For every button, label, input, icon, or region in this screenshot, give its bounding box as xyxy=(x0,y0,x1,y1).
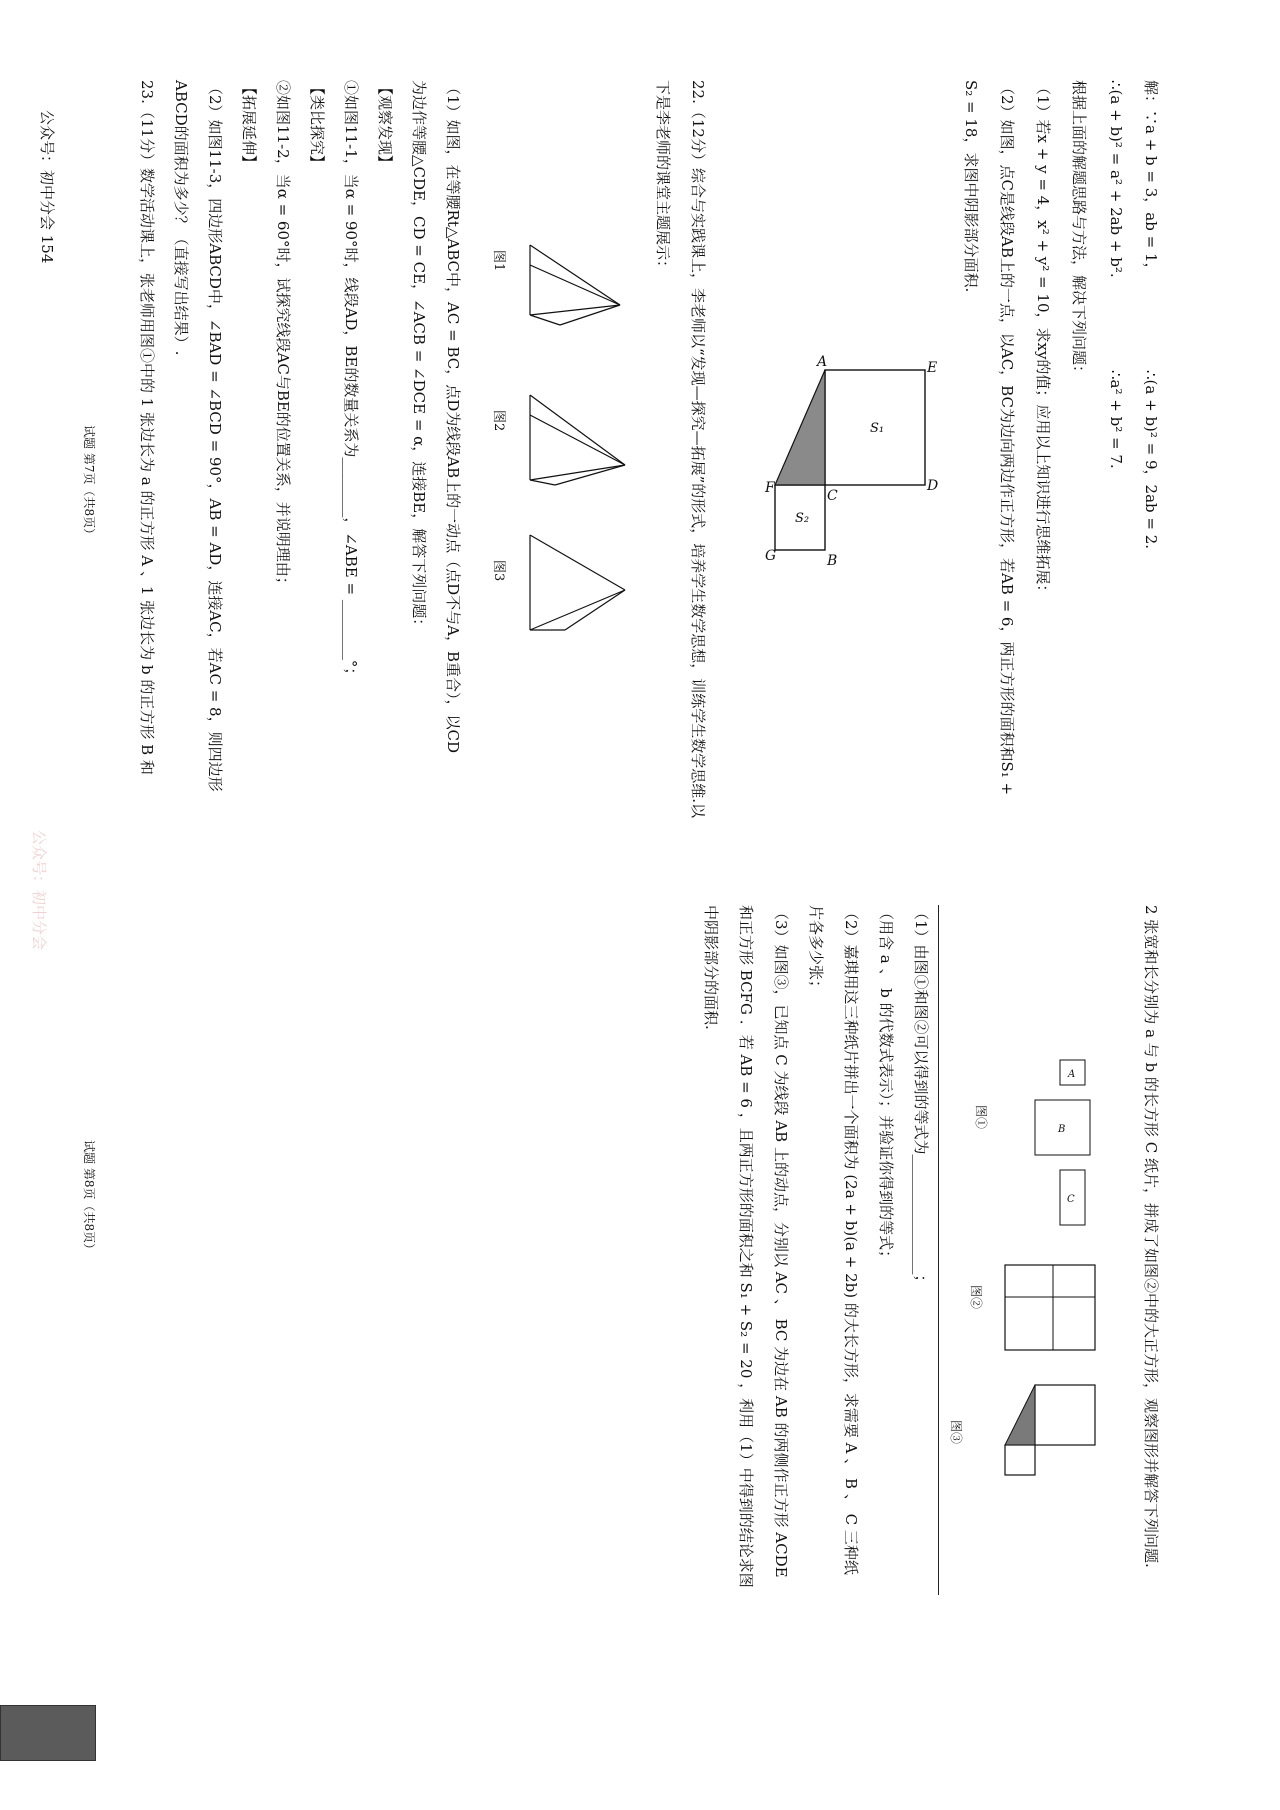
right-line-6: （3）如图③，已知点 C 为线段 AB 上的动点，分别以 AC 、 BC 为边在 AB 的两侧作正方形 ACDE xyxy=(772,905,790,1578)
right-line-5: 片各多少张； xyxy=(807,905,825,996)
svg-text:G: G xyxy=(765,548,777,564)
extend-item: （2）如图11-3，四边形ABCD中，∠BAD = ∠BCD = 90°，AB = AD，连接AC，若AC = 8，则四边形 xyxy=(206,80,224,792)
question-22-part-1b: 为边作等腰△CDE，CD = CE，∠ACB = ∠DCE = α，连接BE，解答下列问题： xyxy=(410,80,428,634)
instruction-line: 根据上面的解题思路与方法，解决下列问题： xyxy=(1070,80,1088,381)
figure-tiles xyxy=(1000,1050,1110,1250)
figure-label-2: 图2 xyxy=(491,410,506,432)
svg-text:F: F xyxy=(765,480,775,496)
figure-11-2 xyxy=(520,385,640,495)
extend-item-b: ABCD的面积为多少？（直接写出结果）. xyxy=(172,80,190,356)
solution-line-2b: ∴a² + b² = 7. xyxy=(1107,370,1125,469)
right-fig-label-2: 图② xyxy=(969,1285,983,1310)
figure-11-1 xyxy=(520,225,640,335)
right-line-3: （用含 a 、 b 的代数式表示）；并验证你得到的等式； xyxy=(877,905,895,1266)
question-22-title-2: 下是李老师的课堂主题展示： xyxy=(654,80,672,276)
footer-page-8: 试题 第8页（共8页） xyxy=(82,1140,96,1256)
watermark: 公众号：初中分会 xyxy=(30,830,48,951)
right-line-2: （1）由图①和图②可以得到的等式为________________； xyxy=(912,905,930,1290)
figure-squares-3 xyxy=(975,1375,1105,1495)
heading-extend: 【拓展延伸】 xyxy=(240,80,258,171)
shaded-triangle xyxy=(775,370,825,485)
solution-line-2: ∴(a + b)² = a² + 2ab + b². xyxy=(1107,80,1125,278)
divider-line xyxy=(938,905,939,1595)
svg-text:S₁: S₁ xyxy=(870,421,885,436)
svg-text:C: C xyxy=(1067,1194,1075,1205)
question-22-title: 22.（12分）综合与实践课上，李老师以“发现—探究—拓展”的形式，培养学生数学思想，训练学生数学思维.以 xyxy=(689,80,707,819)
question-1: （1）若x + y = 4，x² + y² = 10，求xy的值；应用以上知识进行思维拓展： xyxy=(1034,80,1052,600)
right-fig-label-3: 图③ xyxy=(949,1420,963,1445)
observe-item: ①如图11-1，当α = 90°时，线段AD，BE的数量关系为________，∠ABE = ________°； xyxy=(342,80,360,683)
solution-line-1: 解：∵a + b = 3，ab = 1， xyxy=(1142,80,1160,278)
gray-block xyxy=(0,1705,96,1761)
question-2b: S₂ = 18，求图中阴影部分面积. xyxy=(962,80,980,293)
svg-text:S₂: S₂ xyxy=(795,511,810,526)
figure-label-3: 图3 xyxy=(491,560,506,582)
figure-11-3 xyxy=(520,530,640,640)
figure-label-1: 图1 xyxy=(491,250,506,272)
svg-text:A: A xyxy=(817,354,828,370)
analogy-item: ②如图11-2，当α = 60°时，试探究线段AC与BE的位置关系，并说明理由； xyxy=(274,80,292,592)
squares-figure xyxy=(745,354,955,590)
question-2: （2）如图，点C是线段AB上的一点，以AC，BC为边向两边作正方形，若AB = 6，两正方形的面积和S₁ + xyxy=(998,80,1016,796)
svg-text:E: E xyxy=(927,360,938,376)
right-fig-label-1: 图① xyxy=(974,1105,988,1130)
right-line-8: 中阴影部分的面积. xyxy=(702,905,720,1030)
right-line-4: （2）嘉琪用这三种纸片拼出一个面积为 (2a + b)(a + 2b) 的大长方形，求需要 A 、 B 、 C 三种纸 xyxy=(842,905,860,1575)
right-line-7: 和正方形 BCFG ．若 AB = 6 ，且两正方形的面积之和 S₁ + S₂ = 20 ，利用（1）中得到的结论求图 xyxy=(737,905,755,1588)
question-22-part-1: （1）如图，在等腰Rt△ABC中，AC = BC，点D为线段AB上的一动点（点D不与A，B重合），以CD xyxy=(444,80,462,753)
right-line-1: 2 张宽和长分别为 a 与 b 的长方形 C 纸片，拼成了如图②中的大正方形，观察图形并解答下列问题. xyxy=(1142,905,1160,1568)
figure-big-square xyxy=(995,1255,1105,1355)
heading-observe: 【观察发现】 xyxy=(376,80,394,171)
brand-label: 公众号：初中分会 154 xyxy=(38,110,56,264)
heading-analogy: 【类比探究】 xyxy=(308,80,326,171)
svg-text:B: B xyxy=(1058,1124,1066,1135)
solution-line-1b: ∴(a + b)² = 9，2ab = 2. xyxy=(1142,370,1160,550)
footer-page-7: 试题 第7页（共8页） xyxy=(82,425,96,541)
svg-text:C: C xyxy=(827,488,838,504)
svg-text:A: A xyxy=(1068,1069,1076,1080)
svg-text:D: D xyxy=(927,478,939,494)
question-23: 23.（11分）数学活动课上，张老师用图①中的 1 张边长为 a 的正方形 A 、1 张边长为 b 的正方形 B 和 xyxy=(138,80,156,775)
svg-text:B: B xyxy=(827,553,838,569)
